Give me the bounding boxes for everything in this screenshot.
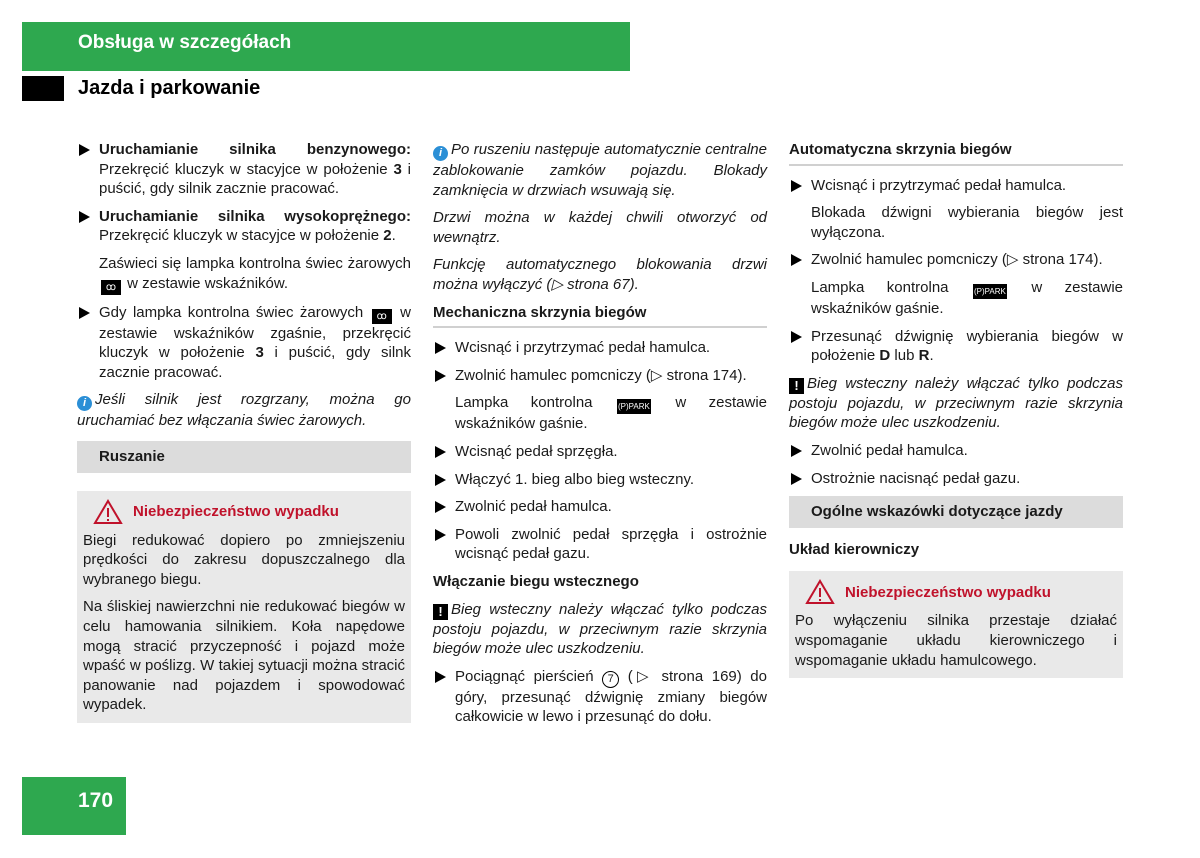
parking-brake-icon: (P)PARK <box>617 399 651 414</box>
park-lamp-paragraph: Lampka kontrolna (P)PARK w zestawie wskaźników gaśnie. <box>811 278 1123 317</box>
page-number: 170 <box>78 789 114 812</box>
danger-text: Biegi redukować dopiero po zmniejszeniu prędkości do zakresu dopuszczalnego dla wybranego biegu. <box>83 531 405 588</box>
warning-note: ! Bieg wsteczny należy włączać tylko podczas postoju pojazdu, w przeciwnym razie skrzynia biegów może ulec uszkodzeniu. <box>789 374 1123 432</box>
danger-title: Niebezpieczeństwo wypadku <box>83 499 405 525</box>
glow-plug-icon: ꝏ <box>372 309 392 324</box>
step: Wcisnąć i przytrzymać pedał hamulca. <box>789 176 1123 196</box>
step: Pociągnąć pierścień 7 (▷ strona 169) do góry, przesunąć dźwignię zmiany biegów całkowicie w lewo i przesunąć do dołu. <box>433 667 767 727</box>
step: Zwolnić pedał hamulca. <box>433 497 767 517</box>
section-heading-ruszanie: Ruszanie <box>77 441 411 473</box>
ring-number-icon: 7 <box>602 671 619 688</box>
heading-automatic-gearbox: Automatyczna skrzynia biegów <box>789 141 1012 158</box>
warning-triangle-icon <box>805 579 835 605</box>
page-number-box <box>22 777 126 835</box>
column-2 <box>433 140 767 735</box>
info-note: i Po ruszeniu następuje automatycznie centralne zablokowanie zamków pojazdu. Blokady zamknięcia w drzwiach wsuwają się. <box>433 141 767 199</box>
step-petrol-start: Uruchamianie silnika benzynowego: Przekręcić kluczyk w stacyjce w położenie 3 i puścić, gdy silnik zacznie pracować. <box>77 140 411 199</box>
exclamation-icon: ! <box>433 604 448 620</box>
divider <box>433 326 767 328</box>
danger-box <box>77 491 411 723</box>
section-marker <box>22 76 64 101</box>
heading-manual-gearbox: Mechaniczna skrzynia biegów <box>433 303 647 321</box>
step-glow-off: Gdy lampka kontrolna świec żarowych ꝏ w zestawie wskaźników zgaśnie, przekręcić kluczyk w położenie 3 i puścić, gdy silnk zacznie pracować. <box>77 303 411 383</box>
step: Przesunąć dźwignię wybierania biegów w położenie D lub R. <box>789 327 1123 366</box>
exclamation-icon: ! <box>789 378 804 394</box>
info-note: i Jeśli silnik jest rozgrzany, można go uruchamiać bez włączania świec żarowych. <box>77 391 411 430</box>
step: Zwolnić hamulec pomcniczy (▷ strona 174). <box>789 250 1123 270</box>
chapter-title: Obsługa w szczegółach <box>78 32 292 53</box>
heading-steering: Układ kierowniczy <box>789 540 920 558</box>
warning-triangle-icon <box>93 499 123 525</box>
danger-text: Po wyłączeniu silnika przestaje działać wspomaganie układu kierowniczego i wspomaganie układu hamulcowego. <box>795 612 1117 669</box>
step: Wcisnąć i przytrzymać pedał hamulca. <box>433 338 767 358</box>
glow-lamp-paragraph: Zaświeci się lampka kontrolna świec żarowych ꝏ w zestawie wskaźników. <box>99 254 411 293</box>
step-diesel-start: Uruchamianie silnika wysokoprężnego: Przekręcić kluczyk w stacyjce w położenie 2. <box>77 207 411 246</box>
column-1 <box>77 140 411 731</box>
heading-reverse: Włączanie biegu wstecznego <box>433 572 639 590</box>
step: Wcisnąć pedał sprzęgła. <box>433 442 767 462</box>
section-title: Jazda i parkowanie <box>78 77 261 99</box>
info-icon: i <box>77 396 92 411</box>
park-lamp-paragraph: Lampka kontrolna (P)PARK w zestawie wskaźników gaśnie. <box>455 394 767 433</box>
step: Zwolnić pedał hamulca. <box>789 441 1123 461</box>
italic-note: Funkcję automatycznego blokowania drzwi można wyłączyć (▷ strona 67). <box>433 256 767 293</box>
step: Powoli zwolnić pedał sprzęgła i ostrożnie wcisnąć pedał gazu. <box>433 525 767 564</box>
danger-box <box>789 571 1123 678</box>
step: Ostrożnie nacisnąć pedał gazu. <box>789 469 1123 489</box>
paragraph: Blokada dźwigni wybierania biegów jest wyłączona. <box>811 204 1123 241</box>
info-icon: i <box>433 146 448 161</box>
step: Włączyć 1. bieg albo bieg wsteczny. <box>433 470 767 490</box>
italic-note: Drzwi można w każdej chwili otworzyć od wewnątrz. <box>433 209 767 246</box>
section-heading-general: Ogólne wskazówki dotyczące jazdy <box>789 496 1123 528</box>
warning-note: ! Bieg wsteczny należy włączać tylko podczas postoju pojazdu, w przeciwnym razie skrzynia biegów może ulec uszkodzeniu. <box>433 600 767 658</box>
danger-text: Na śliskiej nawierzchni nie redukować biegów w celu hamowania silnikiem. Koła napędowe mogą stracić przyczepność i pojazd może wpaść w poślizg. W takiej sytuacji można stracić panowanie nad pojazdem i spowodować wypadek. <box>83 598 405 714</box>
column-3 <box>789 140 1123 686</box>
divider <box>789 164 1123 166</box>
glow-plug-icon: ꝏ <box>101 280 121 295</box>
step: Zwolnić hamulec pomcniczy (▷ strona 174). <box>433 366 767 386</box>
danger-title: Niebezpieczeństwo wypadku <box>795 579 1117 605</box>
parking-brake-icon: (P)PARK <box>973 284 1007 299</box>
